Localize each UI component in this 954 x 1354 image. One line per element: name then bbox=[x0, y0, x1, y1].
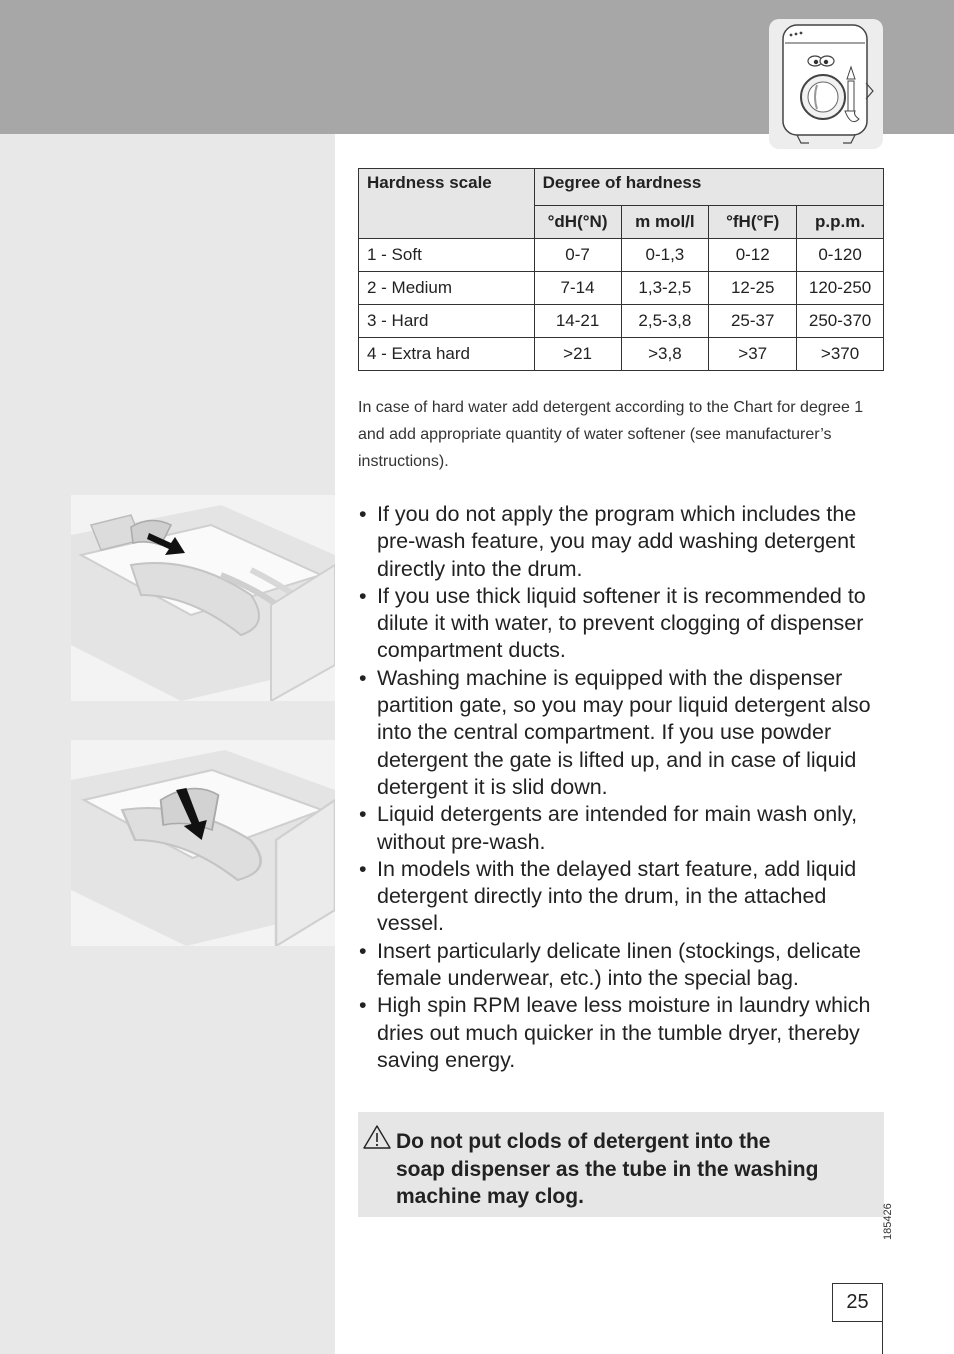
unit-ppm-header: p.p.m. bbox=[797, 206, 884, 239]
table-cell: 0-1,3 bbox=[621, 239, 709, 272]
table-cell: 12-25 bbox=[709, 272, 797, 305]
table-cell: 2 - Medium bbox=[359, 272, 535, 305]
table-cell: 1 - Soft bbox=[359, 239, 535, 272]
unit-dh-header: °dH(°N) bbox=[534, 206, 621, 239]
hardness-scale-header: Hardness scale bbox=[359, 169, 535, 239]
table-cell: >370 bbox=[797, 338, 884, 371]
table-cell: 0-12 bbox=[709, 239, 797, 272]
dispenser-gate-lifted-illustration bbox=[71, 495, 335, 701]
table-row bbox=[359, 239, 884, 272]
warning-box bbox=[358, 1112, 884, 1217]
document-code bbox=[882, 1203, 894, 1240]
unit-mmol-header: m mol/l bbox=[621, 206, 709, 239]
list-item: • Liquid detergents are intended for main wash only, without pre-wash. bbox=[358, 801, 886, 856]
list-item: • If you do not apply the program which includes the pre-wash feature, you may add washing detergent directly into the drum. bbox=[358, 501, 886, 583]
table-cell: >37 bbox=[709, 338, 797, 371]
table-cell: 14-21 bbox=[534, 305, 621, 338]
list-item: • In models with the delayed start feature, add liquid detergent directly into the drum, in the attached vessel. bbox=[358, 856, 886, 938]
page-number: 25 bbox=[832, 1283, 883, 1322]
table-cell: 3 - Hard bbox=[359, 305, 535, 338]
unit-fh-header: °fH(°F) bbox=[709, 206, 797, 239]
table-cell: 7-14 bbox=[534, 272, 621, 305]
list-item: • High spin RPM leave less moisture in laundry which dries out much quicker in the tumble dryer, thereby saving energy. bbox=[358, 992, 886, 1074]
water-hardness-table bbox=[358, 168, 884, 371]
document-code-text: 185426 bbox=[882, 1203, 894, 1240]
warning-line: soap dispenser as the tube in the washing bbox=[396, 1157, 819, 1181]
table-cell: 25-37 bbox=[709, 305, 797, 338]
table-cell: 120-250 bbox=[797, 272, 884, 305]
table-cell: 250-370 bbox=[797, 305, 884, 338]
table-row bbox=[359, 338, 884, 371]
table-cell: 1,3-2,5 bbox=[621, 272, 709, 305]
hard-water-note: In case of hard water add detergent according to the Chart for degree 1 and add appropriate quantity of water softener (see manufacturer’s instructions). bbox=[358, 399, 864, 470]
table-cell: >21 bbox=[534, 338, 621, 371]
table-cell: 0-7 bbox=[534, 239, 621, 272]
list-item: • Washing machine is equipped with the dispenser partition gate, so you may pour liquid detergent also into the central compartment. If you use powder detergent the gate is lifted up, and in case of liquid detergent it is slid down. bbox=[358, 665, 886, 801]
table-row bbox=[359, 272, 884, 305]
degree-of-hardness-header: Degree of hardness bbox=[534, 169, 883, 206]
table-cell: 2,5-3,8 bbox=[621, 305, 709, 338]
page-number-rule bbox=[882, 1321, 883, 1354]
dispenser-gate-down-illustration bbox=[71, 740, 335, 946]
warning-text bbox=[396, 1128, 876, 1211]
warning-line: Do not put clods of detergent into the bbox=[396, 1130, 771, 1153]
list-item: • If you use thick liquid softener it is recommended to dilute it with water, to prevent clogging of dispenser compartment ducts. bbox=[358, 583, 886, 665]
list-item: • Insert particularly delicate linen (stockings, delicate female underwear, etc.) into the special bag. bbox=[358, 938, 886, 993]
detergent-tips-list bbox=[358, 501, 886, 1074]
table-cell: 4 - Extra hard bbox=[359, 338, 535, 371]
washing-machine-mascot-icon bbox=[769, 19, 883, 149]
table-cell: >3,8 bbox=[621, 338, 709, 371]
table-row bbox=[359, 305, 884, 338]
warning-line: machine may clog. bbox=[396, 1185, 584, 1208]
warning-triangle-icon bbox=[363, 1125, 391, 1149]
table-cell: 0-120 bbox=[797, 239, 884, 272]
